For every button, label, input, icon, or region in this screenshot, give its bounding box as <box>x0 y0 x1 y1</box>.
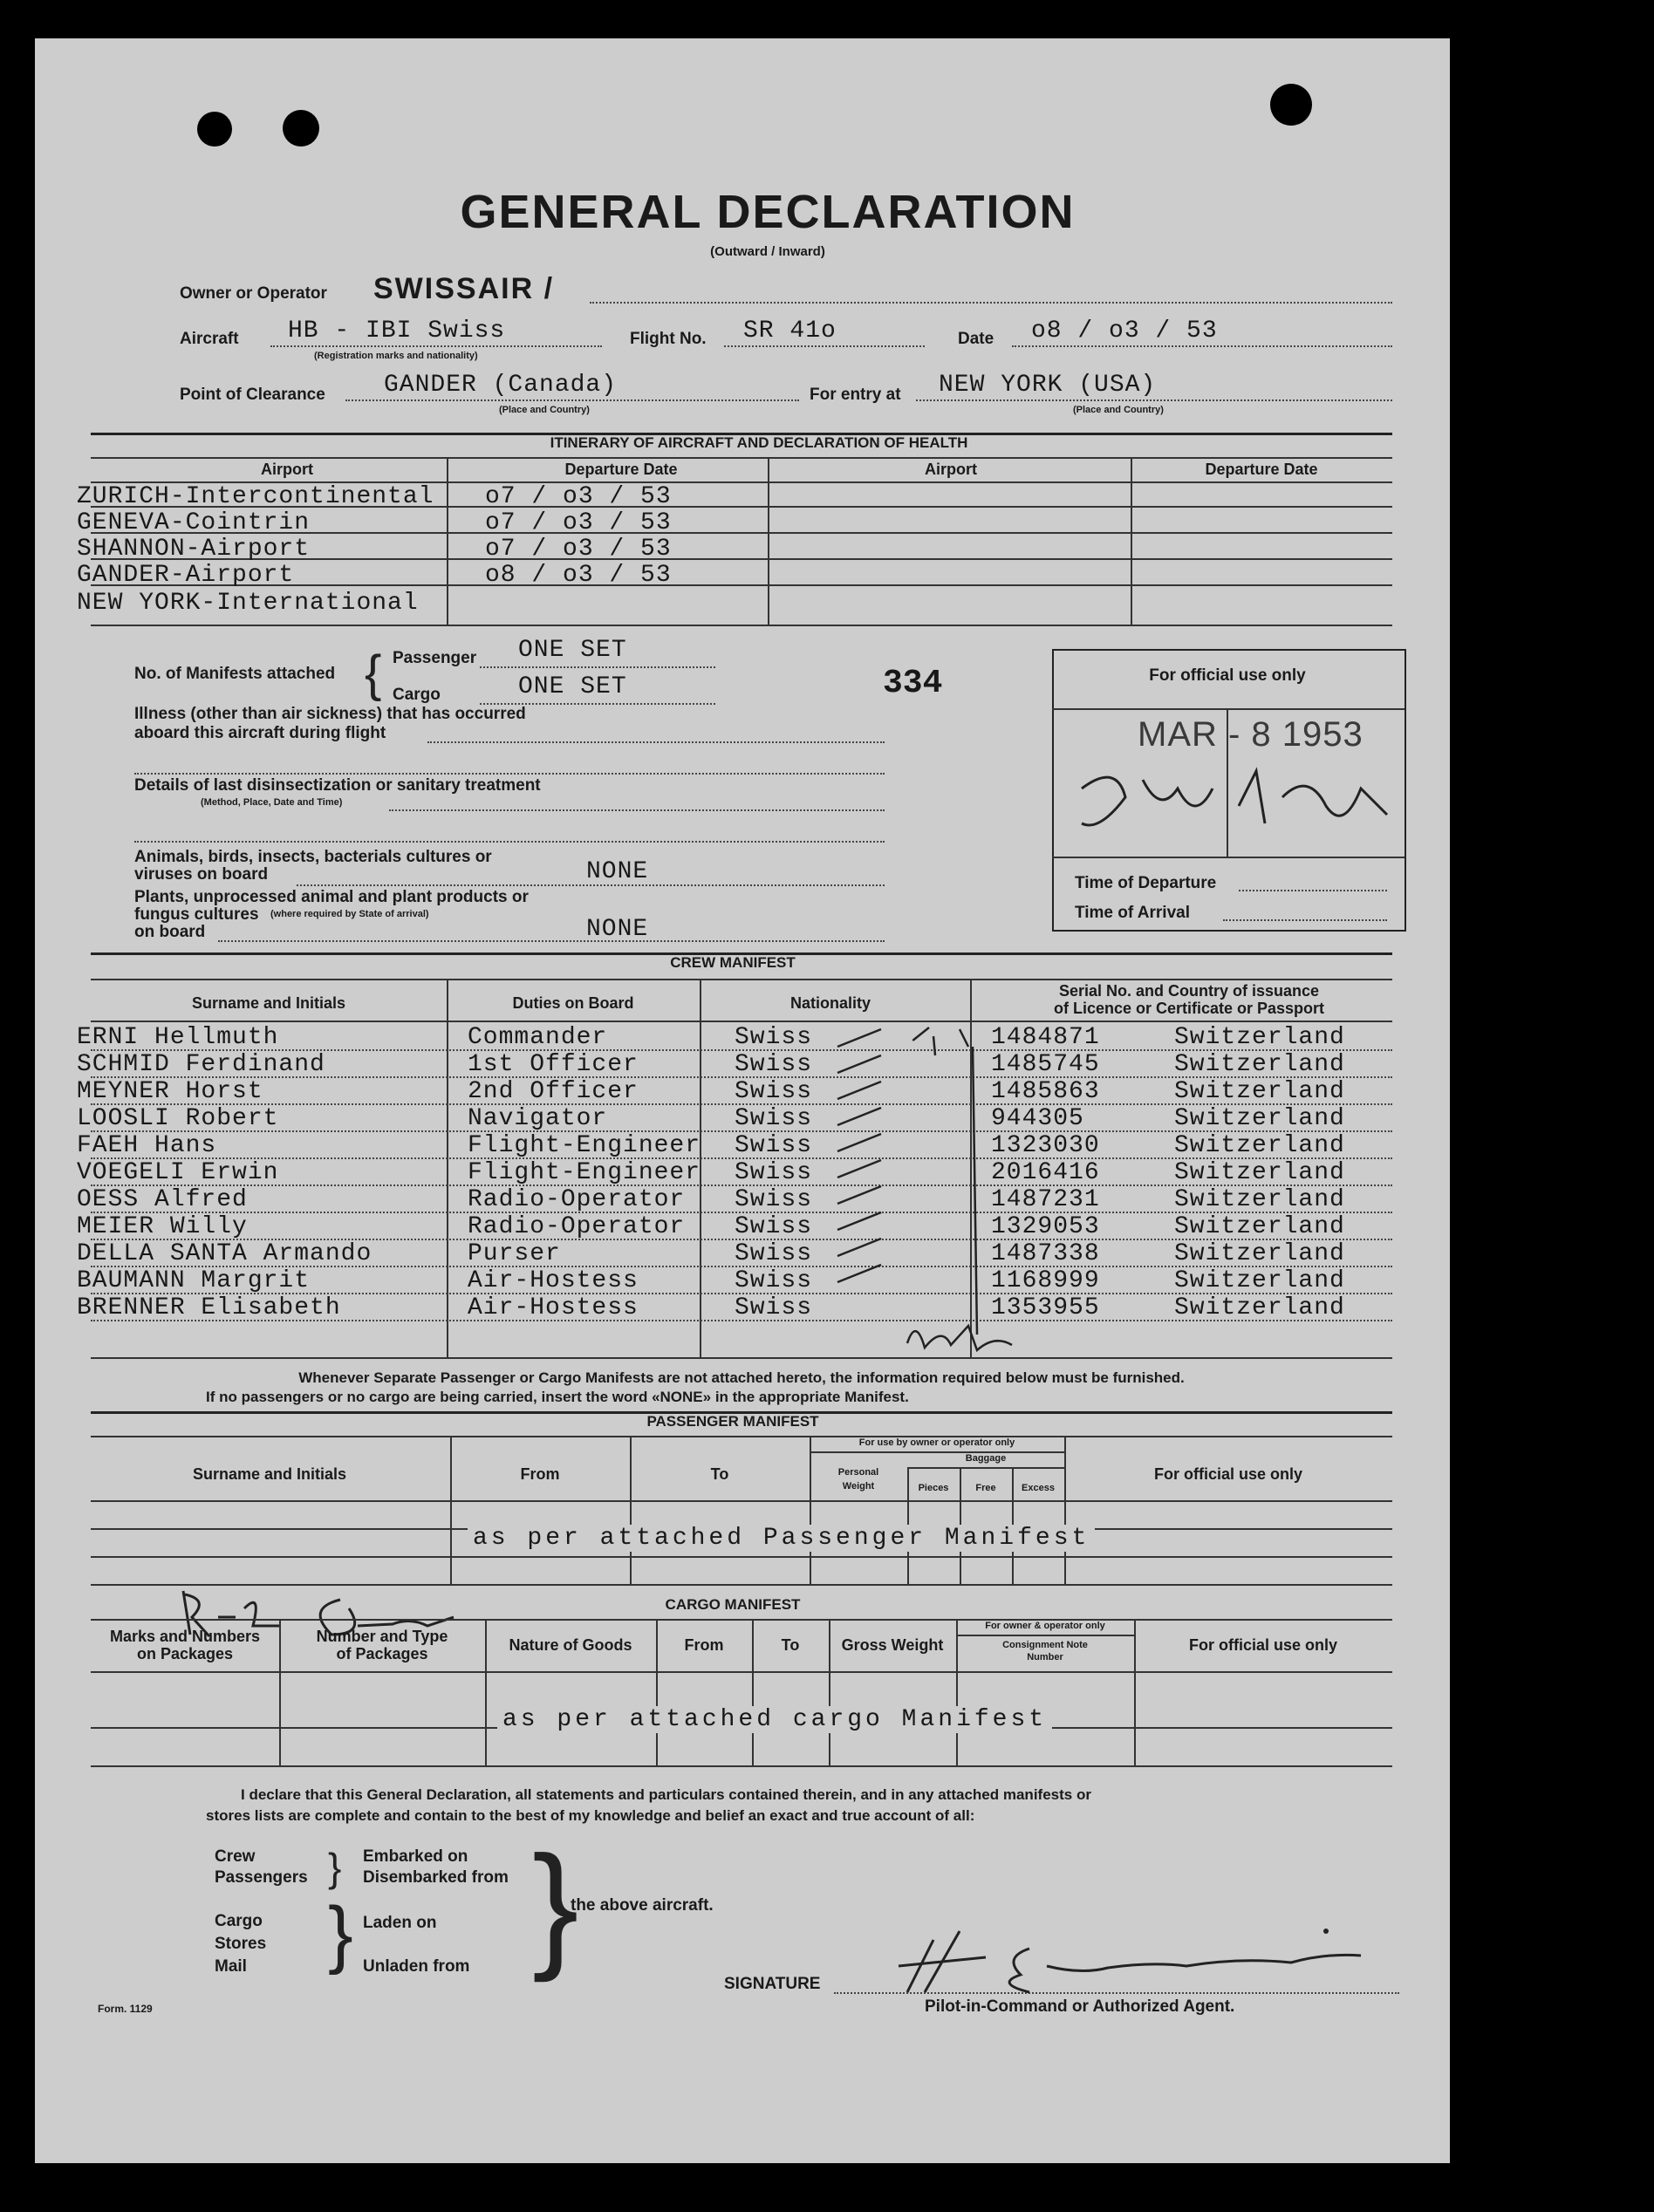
rule <box>630 1436 632 1584</box>
itinerary-col-date: Departure Date <box>564 461 678 478</box>
notice-line: If no passengers or no cargo are being carried, insert the word «NONE» in the appropriate Manifest. <box>206 1389 909 1405</box>
itinerary-col-airport: Airport <box>261 461 313 478</box>
crew-serial: 1487231 <box>991 1186 1100 1213</box>
itinerary-col-airport-2: Airport <box>925 461 977 478</box>
rule <box>91 1021 1392 1022</box>
crew-duty: Navigator <box>468 1105 608 1132</box>
brace: } <box>328 1892 353 1976</box>
entry-line <box>916 399 1392 401</box>
crew-serial: 1323030 <box>991 1132 1100 1159</box>
manifests-cargo-label: Cargo <box>393 686 441 704</box>
arrival-label: Time of Arrival <box>1075 904 1190 922</box>
crew-name: BRENNER Elisabeth <box>77 1294 341 1321</box>
declaration-laden: Laden on <box>363 1914 437 1932</box>
rule <box>91 457 1392 459</box>
itinerary-airport: ZURICH-Intercontinental <box>77 483 434 510</box>
owner-line <box>590 302 1392 304</box>
itinerary-date: o7 / o3 / 53 <box>485 483 672 510</box>
crew-serial: 1353955 <box>991 1294 1100 1321</box>
crew-nat: Swiss <box>735 1186 813 1213</box>
rule <box>1064 1436 1066 1584</box>
plants-label: on board <box>134 923 206 941</box>
declaration-passengers: Passengers <box>215 1868 308 1887</box>
declaration-form <box>35 38 1450 2163</box>
passenger-entry: as per attached Passenger Manifest <box>468 1525 1095 1552</box>
punch-hole <box>283 110 319 147</box>
rule <box>1052 857 1405 858</box>
rule <box>91 625 1392 626</box>
rule <box>485 1619 487 1765</box>
rule <box>656 1619 658 1765</box>
crew-duty: Air-Hostess <box>468 1267 639 1294</box>
rule <box>91 1765 1392 1767</box>
passenger-col-from: From <box>520 1465 560 1483</box>
departure-label: Time of Departure <box>1075 874 1217 892</box>
declaration-cargo: Cargo <box>215 1912 263 1930</box>
rule <box>450 1436 452 1584</box>
date-label: Date <box>958 330 994 348</box>
disinsect-line <box>134 841 885 843</box>
itinerary-col-date-2: Departure Date <box>1205 461 1318 478</box>
crew-duty: Radio-Operator <box>468 1186 686 1213</box>
crew-duty: Flight-Engineer <box>468 1159 701 1186</box>
notice-line: Whenever Separate Passenger or Cargo Manifests are not attached hereto, the information required below must be furnished. <box>298 1369 1185 1386</box>
rule <box>91 1357 1392 1359</box>
crew-country: Switzerland <box>1174 1051 1345 1078</box>
crew-nat: Swiss <box>735 1240 813 1267</box>
declaration-text: stores lists are complete and contain to the best of my knowledge and belief an exact and true account of all: <box>206 1807 975 1824</box>
declaration-stores: Stores <box>215 1935 267 1953</box>
passenger-excess: Excess <box>1022 1483 1055 1493</box>
crew-heading: CREW MANIFEST <box>670 954 796 971</box>
manifests-label: No. of Manifests attached <box>134 665 336 683</box>
crew-serial: 2016416 <box>991 1159 1100 1186</box>
itinerary-heading: ITINERARY OF AIRCRAFT AND DECLARATION OF HEALTH <box>550 434 968 451</box>
animals-label: Animals, birds, insects, bacterials cultures or <box>134 848 492 866</box>
rule <box>91 1619 1392 1621</box>
crew-nat: Swiss <box>735 1024 813 1051</box>
itinerary-airport: GANDER-Airport <box>77 562 295 589</box>
illness-line <box>427 741 885 743</box>
crew-nat: Swiss <box>735 1159 813 1186</box>
punch-hole <box>1270 84 1312 126</box>
aircraft-value: HB - IBI Swiss <box>288 317 506 345</box>
pilot-signature <box>890 1914 1378 2001</box>
page-subtitle: (Outward / Inward) <box>710 244 825 259</box>
plants-label: fungus cultures <box>134 905 259 924</box>
rule <box>91 1500 1392 1502</box>
flight-line <box>724 345 925 347</box>
official-stamp: MAR - 8 1953 <box>1138 715 1364 754</box>
manifests-cargo-value: ONE SET <box>518 673 627 700</box>
signature-label: SIGNATURE <box>724 1975 821 1993</box>
arrival-line <box>1223 919 1387 921</box>
crew-duty: Purser <box>468 1240 561 1267</box>
passenger-personal: Personal <box>837 1467 879 1478</box>
crew-country: Switzerland <box>1174 1294 1345 1321</box>
crew-check-marks <box>820 1021 1082 1361</box>
passenger-official: For official use only <box>1153 1465 1303 1483</box>
crew-nat: Swiss <box>735 1213 813 1240</box>
crew-nat: Swiss <box>735 1294 813 1321</box>
crew-nat: Swiss <box>735 1078 813 1105</box>
crew-name: MEYNER Horst <box>77 1078 263 1105</box>
crew-name: OESS Alfred <box>77 1186 248 1213</box>
passenger-col-name: Surname and Initials <box>192 1465 347 1483</box>
declaration-mail: Mail <box>215 1957 247 1976</box>
crew-duty: 1st Officer <box>468 1051 639 1078</box>
cargo-official: For official use only <box>1188 1636 1338 1654</box>
rule <box>829 1619 830 1765</box>
rule <box>1052 708 1405 710</box>
clearance-label: Point of Clearance <box>180 386 325 404</box>
passenger-col-to: To <box>710 1465 729 1483</box>
animals-label: viruses on board <box>134 865 269 884</box>
crew-country: Switzerland <box>1174 1132 1345 1159</box>
rule <box>956 1635 1134 1636</box>
plants-label: Plants, unprocessed animal and plant products or <box>134 888 529 906</box>
rule <box>1131 457 1132 625</box>
crew-name: MEIER Willy <box>77 1213 248 1240</box>
crew-serial: 1168999 <box>991 1267 1100 1294</box>
crew-col-duty: Duties on Board <box>512 994 634 1012</box>
departure-line <box>1239 890 1387 891</box>
manifests-passenger-label: Passenger <box>393 649 477 667</box>
rule <box>907 1467 1064 1469</box>
rule <box>956 1619 958 1765</box>
crew-duty: 2nd Officer <box>468 1078 639 1105</box>
date-line <box>1012 345 1392 347</box>
illness-line <box>134 773 885 775</box>
itinerary-airport: NEW YORK-International <box>77 590 419 617</box>
entry-label: For entry at <box>810 386 901 404</box>
official-signature <box>1064 754 1413 850</box>
plants-value: NONE <box>586 916 649 943</box>
pilot-label: Pilot-in-Command or Authorized Agent. <box>925 1997 1235 2016</box>
clearance-value: GANDER (Canada) <box>384 372 618 399</box>
crew-name: VOEGELI Erwin <box>77 1159 279 1186</box>
crew-serial: 1487338 <box>991 1240 1100 1267</box>
declaration-aircraft: the above aircraft. <box>571 1896 714 1915</box>
disinsect-label: Details of last disinsectization or sanitary treatment <box>134 776 541 795</box>
rule <box>279 1619 281 1765</box>
plants-note: (where required by State of arrival) <box>270 909 429 919</box>
official-title: For official use only <box>1149 666 1306 685</box>
rule <box>752 1619 754 1765</box>
rule <box>768 457 769 625</box>
animals-value: NONE <box>586 858 649 885</box>
declaration-crew: Crew <box>215 1847 256 1866</box>
cargo-col-gross: Gross Weight <box>841 1636 944 1654</box>
aircraft-line <box>270 345 602 347</box>
disinsect-note: (Method, Place, Date and Time) <box>201 797 343 808</box>
clearance-line <box>345 399 799 401</box>
crew-serial: 944305 <box>991 1105 1084 1132</box>
owner-value: SWISSAIR / <box>373 272 555 305</box>
cargo-heading: CARGO MANIFEST <box>665 1596 801 1613</box>
crew-duty: Air-Hostess <box>468 1294 639 1321</box>
declaration-disembarked: Disembarked from <box>363 1868 509 1887</box>
animals-line <box>297 884 885 886</box>
cargo-consignment: Consignment Note <box>1002 1640 1088 1650</box>
form-number: Form. 1129 <box>98 2003 153 2015</box>
itinerary-date: o8 / o3 / 53 <box>485 562 672 589</box>
rule <box>447 457 448 625</box>
illness-label: aboard this aircraft during flight <box>134 724 386 742</box>
row-line <box>91 1320 1392 1321</box>
declaration-unladen: Unladen from <box>363 1957 470 1976</box>
cargo-col-marks: Marks and Numbers <box>109 1628 261 1645</box>
crew-country: Switzerland <box>1174 1024 1345 1051</box>
cargo-owner-use: For owner & operator only <box>985 1621 1105 1631</box>
rule <box>91 1436 1392 1437</box>
crew-name: FAEH Hans <box>77 1132 217 1159</box>
crew-duty: Radio-Operator <box>468 1213 686 1240</box>
disinsect-line <box>389 809 885 811</box>
crew-serial: 1329053 <box>991 1213 1100 1240</box>
crew-name: DELLA SANTA Armando <box>77 1240 372 1267</box>
crew-country: Switzerland <box>1174 1267 1345 1294</box>
flight-label: Flight No. <box>630 330 707 348</box>
rule <box>91 979 1392 980</box>
crew-duty: Flight-Engineer <box>468 1132 701 1159</box>
itinerary-airport: GENEVA-Cointrin <box>77 509 311 536</box>
cargo-col-to: To <box>781 1636 800 1654</box>
manifests-passenger-value: ONE SET <box>518 637 627 664</box>
cargo-col-number: Number and Type <box>316 1628 448 1645</box>
aircraft-note: (Registration marks and nationality) <box>314 351 478 361</box>
illness-label: Illness (other than air sickness) that has occurred <box>134 705 526 723</box>
crew-country: Switzerland <box>1174 1213 1345 1240</box>
crew-col-name: Surname and Initials <box>191 994 346 1012</box>
crew-name: LOOSLI Robert <box>77 1105 279 1132</box>
crew-nat: Swiss <box>735 1051 813 1078</box>
rule <box>91 1556 1392 1558</box>
itinerary-date: o7 / o3 / 53 <box>485 509 672 536</box>
crew-name: SCHMID Ferdinand <box>77 1051 325 1078</box>
crew-country: Switzerland <box>1174 1159 1345 1186</box>
cargo-col-marks: on Packages <box>136 1645 234 1662</box>
crew-serial: 1485863 <box>991 1078 1100 1105</box>
plants-line <box>218 940 885 942</box>
passenger-line <box>480 666 715 668</box>
itinerary-airport: SHANNON-Airport <box>77 536 311 563</box>
passenger-heading: PASSENGER MANIFEST <box>646 1413 819 1430</box>
brace: } <box>328 1845 342 1890</box>
date-value: o8 / o3 / 53 <box>1031 317 1218 345</box>
declaration-text: I declare that this General Declaration, all statements and particulars contained therein, and in any attached manifests or <box>241 1786 1091 1803</box>
entry-value: NEW YORK (USA) <box>939 372 1157 399</box>
crew-col-serial-2: of Licence or Certificate or Passport <box>1053 1000 1325 1017</box>
crew-nat: Swiss <box>735 1105 813 1132</box>
declaration-embarked: Embarked on <box>363 1847 468 1866</box>
cargo-consignment: Number <box>1027 1652 1063 1662</box>
crew-country: Switzerland <box>1174 1186 1345 1213</box>
cargo-col-nature: Nature of Goods <box>509 1636 632 1654</box>
crew-serial: 1485745 <box>991 1051 1100 1078</box>
rule <box>91 1671 1392 1673</box>
crew-nat: Swiss <box>735 1132 813 1159</box>
passenger-free: Free <box>975 1483 996 1493</box>
passenger-baggage: Baggage <box>965 1453 1007 1464</box>
brace: } <box>532 1826 579 1983</box>
rule <box>1134 1619 1136 1765</box>
page-title: GENERAL DECLARATION <box>460 186 1076 238</box>
crew-col-serial: Serial No. and Country of issuance <box>1058 982 1320 1000</box>
punch-hole <box>197 112 232 147</box>
clearance-note: (Place and Country) <box>499 405 590 415</box>
manifest-number: 334 <box>883 665 943 702</box>
passenger-pieces: Pieces <box>918 1483 949 1493</box>
crew-name: BAUMANN Margrit <box>77 1267 311 1294</box>
crew-nat: Swiss <box>735 1267 813 1294</box>
owner-label: Owner or Operator <box>180 284 327 303</box>
crew-country: Switzerland <box>1174 1078 1345 1105</box>
manifests-brace: { <box>365 645 382 702</box>
crew-country: Switzerland <box>1174 1105 1345 1132</box>
passenger-personal: Weight <box>842 1481 875 1492</box>
aircraft-label: Aircraft <box>180 330 239 348</box>
passenger-owner-use: For use by owner or operator only <box>858 1437 1015 1448</box>
crew-col-nationality: Nationality <box>789 994 871 1012</box>
crew-country: Switzerland <box>1174 1240 1345 1267</box>
rule <box>447 979 448 1357</box>
crew-name: ERNI Hellmuth <box>77 1024 279 1051</box>
cargo-col-from: From <box>684 1636 724 1654</box>
crew-serial: 1484871 <box>991 1024 1100 1051</box>
entry-note: (Place and Country) <box>1073 405 1164 415</box>
cargo-col-number: of Packages <box>336 1645 428 1662</box>
itinerary-date: o7 / o3 / 53 <box>485 536 672 563</box>
flight-value: SR 41o <box>743 317 837 345</box>
crew-duty: Commander <box>468 1024 608 1051</box>
cargo-entry: as per attached cargo Manifest <box>497 1706 1052 1733</box>
rule <box>810 1436 811 1584</box>
